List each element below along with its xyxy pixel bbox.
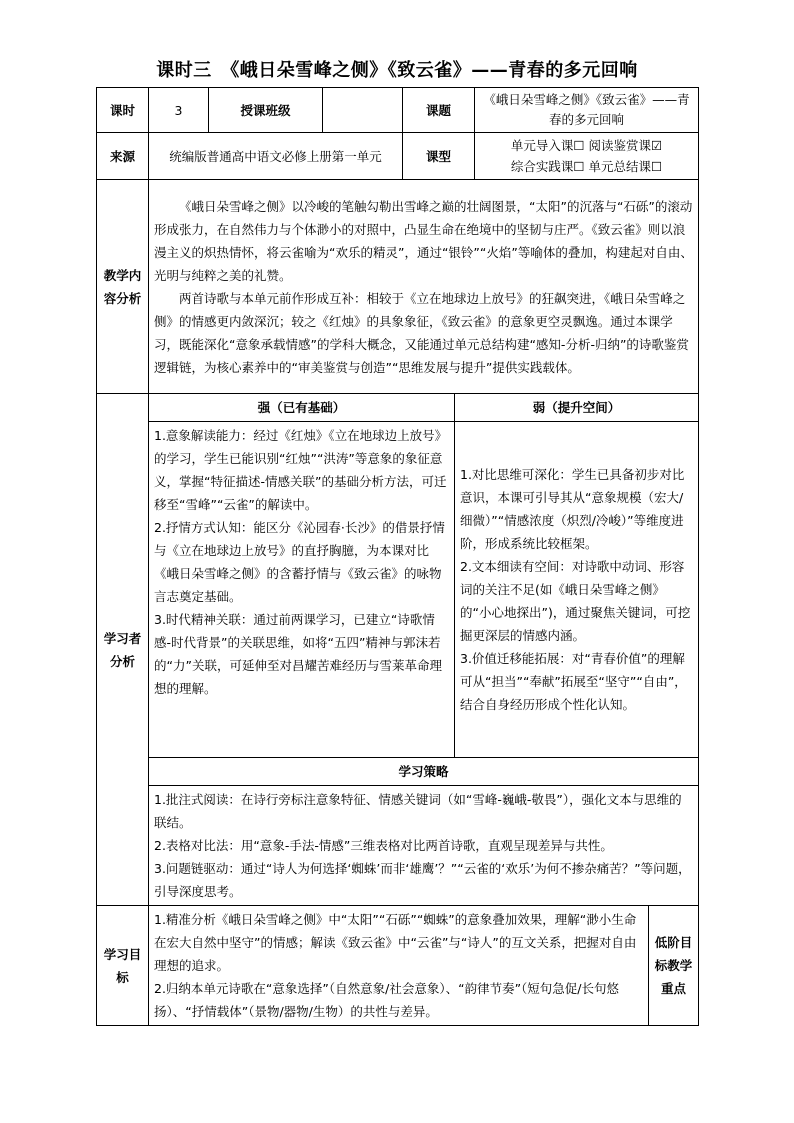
content-analysis <box>149 180 699 394</box>
strong-item: 3.时代精神关联：通过前两课学习，已建立“诗歌情感-时代背景”的关联思维，如将“五四”精神与郭沫若的“力”关联，可延伸至对昌耀苦难经历与雪莱革命理想的理解。 <box>154 612 442 696</box>
type-options-line2: 综合实践课☐ 单元总结课☐ <box>510 159 663 174</box>
strong-header: 强（已有基础） <box>149 394 455 422</box>
topic-value: 《峨日朵雪峰之侧》《致云雀》——青春的多元回响 <box>475 88 699 133</box>
goals-label: 学习目标 <box>97 906 149 1026</box>
strategy-header: 学习策略 <box>149 758 699 786</box>
class-label: 授课班级 <box>209 88 323 133</box>
strong-analysis <box>149 422 455 758</box>
page-title: 课时三 《峨日朵雪峰之侧》《致云雀》——青春的多元回响 <box>156 60 638 81</box>
content-paragraph-2: 两首诗歌与本单元前作形成互补：相较于《立在地球边上放号》的狂飙突进，《峨日朵雪峰之侧》的情感更内敛深沉；较之《红烛》的具象象征，《致云雀》的意象更空灵飘逸。通过本课学习，既能深化“意象承载情感”的学科大概念，又能通过单元总结构建“感知-分析-归纳”的诗歌鉴赏逻辑链，为核心素养中的“审美鉴赏与创造”“思维发展与提升”提供实践载体。 <box>154 290 689 375</box>
strategy-item: 1.批注式阅读：在诗行旁标注意象特征、情感关键词（如“雪峰-巍峨-敬畏”），强化文本与思维的联结。 <box>154 792 682 830</box>
strong-item: 1.意象解读能力：经过《红烛》《立在地球边上放号》的学习，学生已能识别“红烛”“洪涛”等意象的象征意义，掌握“特征描述-情感关联”的基础分析方法，可迁移至“雪峰”“云雀”的解读中。 <box>154 428 448 512</box>
type-options-line1: 单元导入课☐ 阅读鉴赏课☑ <box>510 138 663 153</box>
source-label: 来源 <box>97 133 149 180</box>
source-value: 统编版普通高中语文必修上册第一单元 <box>149 133 403 180</box>
type-options <box>475 133 699 180</box>
weak-header: 弱（提升空间） <box>455 394 699 422</box>
lesson-value: 3 <box>149 88 209 133</box>
weak-item: 2.文本细读有空间：对诗歌中动词、形容词的关注不足(如《峨日朵雪峰之侧》的“小心地探出”)，通过聚焦关键词，可挖掘更深层的情感内涵。 <box>460 559 691 643</box>
lesson-plan-table <box>96 87 699 1026</box>
lesson-label: 课时 <box>97 88 149 133</box>
type-label: 课型 <box>403 133 475 180</box>
weak-item: 1.对比思维可深化：学生已具备初步对比意识，本课可引导其从“意象规模（宏大/细微）”“情感浓度（炽烈/冷峻）”等维度进阶，形成系统比较框架。 <box>460 467 685 551</box>
goals-side-label: 低阶目标教学重点 <box>649 906 699 1026</box>
goals-list <box>149 906 649 1026</box>
strong-item: 2.抒情方式认知：能区分《沁园春·长沙》的借景抒情与《立在地球边上放号》的直抒胸臆，为本课对比《峨日朵雪峰之侧》的含蓄抒情与《致云雀》的咏物言志奠定基础。 <box>154 520 445 604</box>
goal-item: 1.精准分析《峨日朵雪峰之侧》中“太阳”“石砾”“蜘蛛”的意象叠加效果，理解“渺小生命在宏大自然中坚守”的情感；解读《致云雀》中“云雀”与“诗人”的互文关系，把握对自由理想的追求。 <box>154 912 637 973</box>
topic-label: 课题 <box>403 88 475 133</box>
weak-item: 3.价值迁移能拓展：对“青春价值”的理解可从“担当”“奉献”拓展至“坚守”“自由”，结合自身经历形成个性化认知。 <box>460 651 687 712</box>
goal-item: 2.归纳本单元诗歌在“意象选择”（自然意象/社会意象）、“韵律节奏”（短句急促/长句悠扬）、“抒情载体”（景物/器物/生物）的共性与差异。 <box>154 981 620 1019</box>
strategy-item: 2.表格对比法：用“意象-手法-情感”三维表格对比两首诗歌，直观呈现差异与共性。 <box>154 838 613 853</box>
content-paragraph-1: 《峨日朵雪峰之侧》以冷峻的笔触勾勒出雪峰之巅的壮阔图景，“太阳”的沉落与“石砾”的滚动形成张力，在自然伟力与个体渺小的对照中，凸显生命在绝境中的坚韧与庄严。《致云雀》则以浪漫主义的炽热情怀，将云雀喻为“欢乐的精灵”，通过“银铃”“火焰”等喻体的叠加，构建起对自由、光明与纯粹之美的礼赞。 <box>154 198 693 283</box>
learner-analysis-label: 学习者分析 <box>97 394 149 906</box>
class-value <box>323 88 403 133</box>
content-analysis-label: 教学内容分析 <box>97 180 149 394</box>
strategy-item: 3.问题链驱动：通过“诗人为何选择‘蜘蛛’而非‘雄鹰’？”“云雀的‘欢乐’为何不掺杂痛苦？”等问题，引导深度思考。 <box>154 861 691 899</box>
strategy-list <box>149 786 699 906</box>
weak-analysis <box>455 422 699 758</box>
